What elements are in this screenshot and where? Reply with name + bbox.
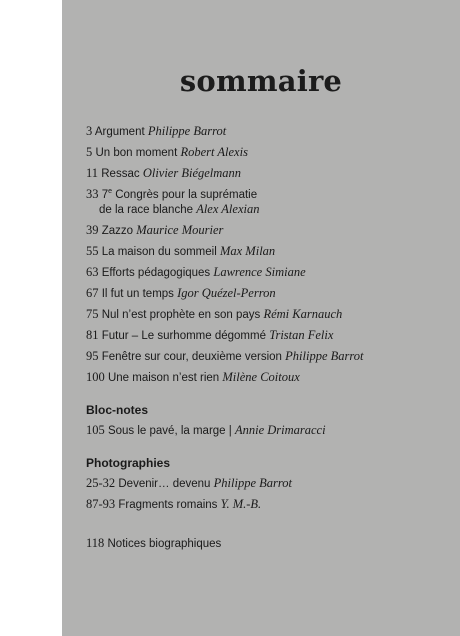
section-heading-bloc-notes: Bloc-notes — [86, 403, 149, 417]
page-number: 5 — [86, 145, 93, 159]
toc-entry — [86, 145, 446, 160]
entry-title: Efforts pédagogiques — [101, 267, 211, 279]
entry-title-prefix: 7 — [101, 189, 109, 201]
page-number: 81 — [86, 328, 99, 342]
toc-entry — [86, 307, 446, 322]
entry-title: Fenêtre sur cour, deuxième version — [101, 351, 282, 363]
entry-title: Argument — [94, 126, 145, 138]
page-number: 67 — [86, 286, 99, 300]
page-number: 11 — [86, 166, 99, 180]
entry-author: Tristan Felix — [269, 328, 334, 342]
page-number: 39 — [86, 223, 99, 237]
entry-author: Philippe Barrot — [147, 124, 227, 138]
entry-author: Annie Drimaracci — [234, 423, 326, 437]
entry-title: Notices biographiques — [107, 538, 222, 550]
entry-author: Maurice Mourier — [136, 223, 224, 237]
entry-author: Robert Alexis — [180, 145, 248, 159]
entry-author: Olivier Biégelmann — [142, 166, 242, 180]
entry-author: Philippe Barrot — [213, 476, 292, 490]
entry-author: Lawrence Simiane — [213, 265, 306, 279]
entry-title: Ressac — [101, 168, 140, 180]
page-panel — [62, 0, 460, 636]
entry-author: Alex Alexian — [196, 202, 260, 216]
page-number: 33 — [86, 187, 99, 201]
entry-title: Fragments romains — [118, 499, 218, 511]
spacer — [86, 518, 446, 536]
entry-title-line2 — [86, 202, 446, 217]
toc-entry — [86, 497, 446, 512]
entry-title: Sous le pavé, la marge | — [107, 425, 232, 437]
entry-title: Une maison n’est rien — [107, 372, 220, 384]
page-title: sommaire — [179, 64, 343, 98]
toc-entry — [86, 536, 446, 551]
toc-entry — [86, 244, 446, 259]
page-number: 55 — [86, 244, 99, 258]
superscript: e — [108, 188, 113, 196]
entry-title: Congrès pour la suprématie — [115, 189, 258, 201]
entry-author: Rémi Karnauch — [263, 307, 343, 321]
entry-title: Un bon moment — [95, 147, 178, 159]
entry-author: Y. M.-B. — [220, 497, 262, 511]
entry-author: Milène Coitoux — [222, 370, 300, 384]
toc-entry — [86, 349, 446, 364]
section-heading-photographies: Photographies — [86, 456, 171, 470]
entry-title: La maison du sommeil — [101, 246, 217, 258]
entry-title: Devenir… devenu — [118, 478, 211, 490]
toc-entry — [86, 187, 446, 217]
page-number: 63 — [86, 265, 99, 279]
page-number: 105 — [86, 423, 105, 437]
entry-author: Philippe Barrot — [285, 349, 364, 363]
toc-entry — [86, 223, 446, 238]
toc-entry — [86, 124, 446, 139]
page-number: 87-93 — [86, 497, 116, 511]
entry-title: Zazzo — [101, 225, 134, 237]
toc-entry — [86, 370, 446, 385]
entry-title-continuation: de la race blanche — [99, 204, 193, 216]
toc-entry — [86, 286, 446, 301]
toc-entry — [86, 476, 446, 491]
table-of-contents — [86, 124, 446, 557]
entry-author: Max Milan — [219, 244, 276, 258]
page-number: 25-32 — [86, 476, 116, 490]
page-number: 118 — [86, 536, 105, 550]
entry-title: Futur – Le surhomme dégommé — [101, 330, 266, 342]
entry-title: Il fut un temps — [101, 288, 174, 300]
entry-author: Igor Quézel-Perron — [177, 286, 276, 300]
entry-title: Nul n’est prophète en son pays — [101, 309, 261, 321]
page-number: 100 — [86, 370, 105, 384]
toc-entry — [86, 166, 446, 181]
toc-entry — [86, 423, 446, 438]
toc-entry — [86, 265, 446, 280]
page-number: 3 — [86, 124, 93, 138]
toc-entry — [86, 328, 446, 343]
page-number: 95 — [86, 349, 99, 363]
page-number: 75 — [86, 307, 99, 321]
